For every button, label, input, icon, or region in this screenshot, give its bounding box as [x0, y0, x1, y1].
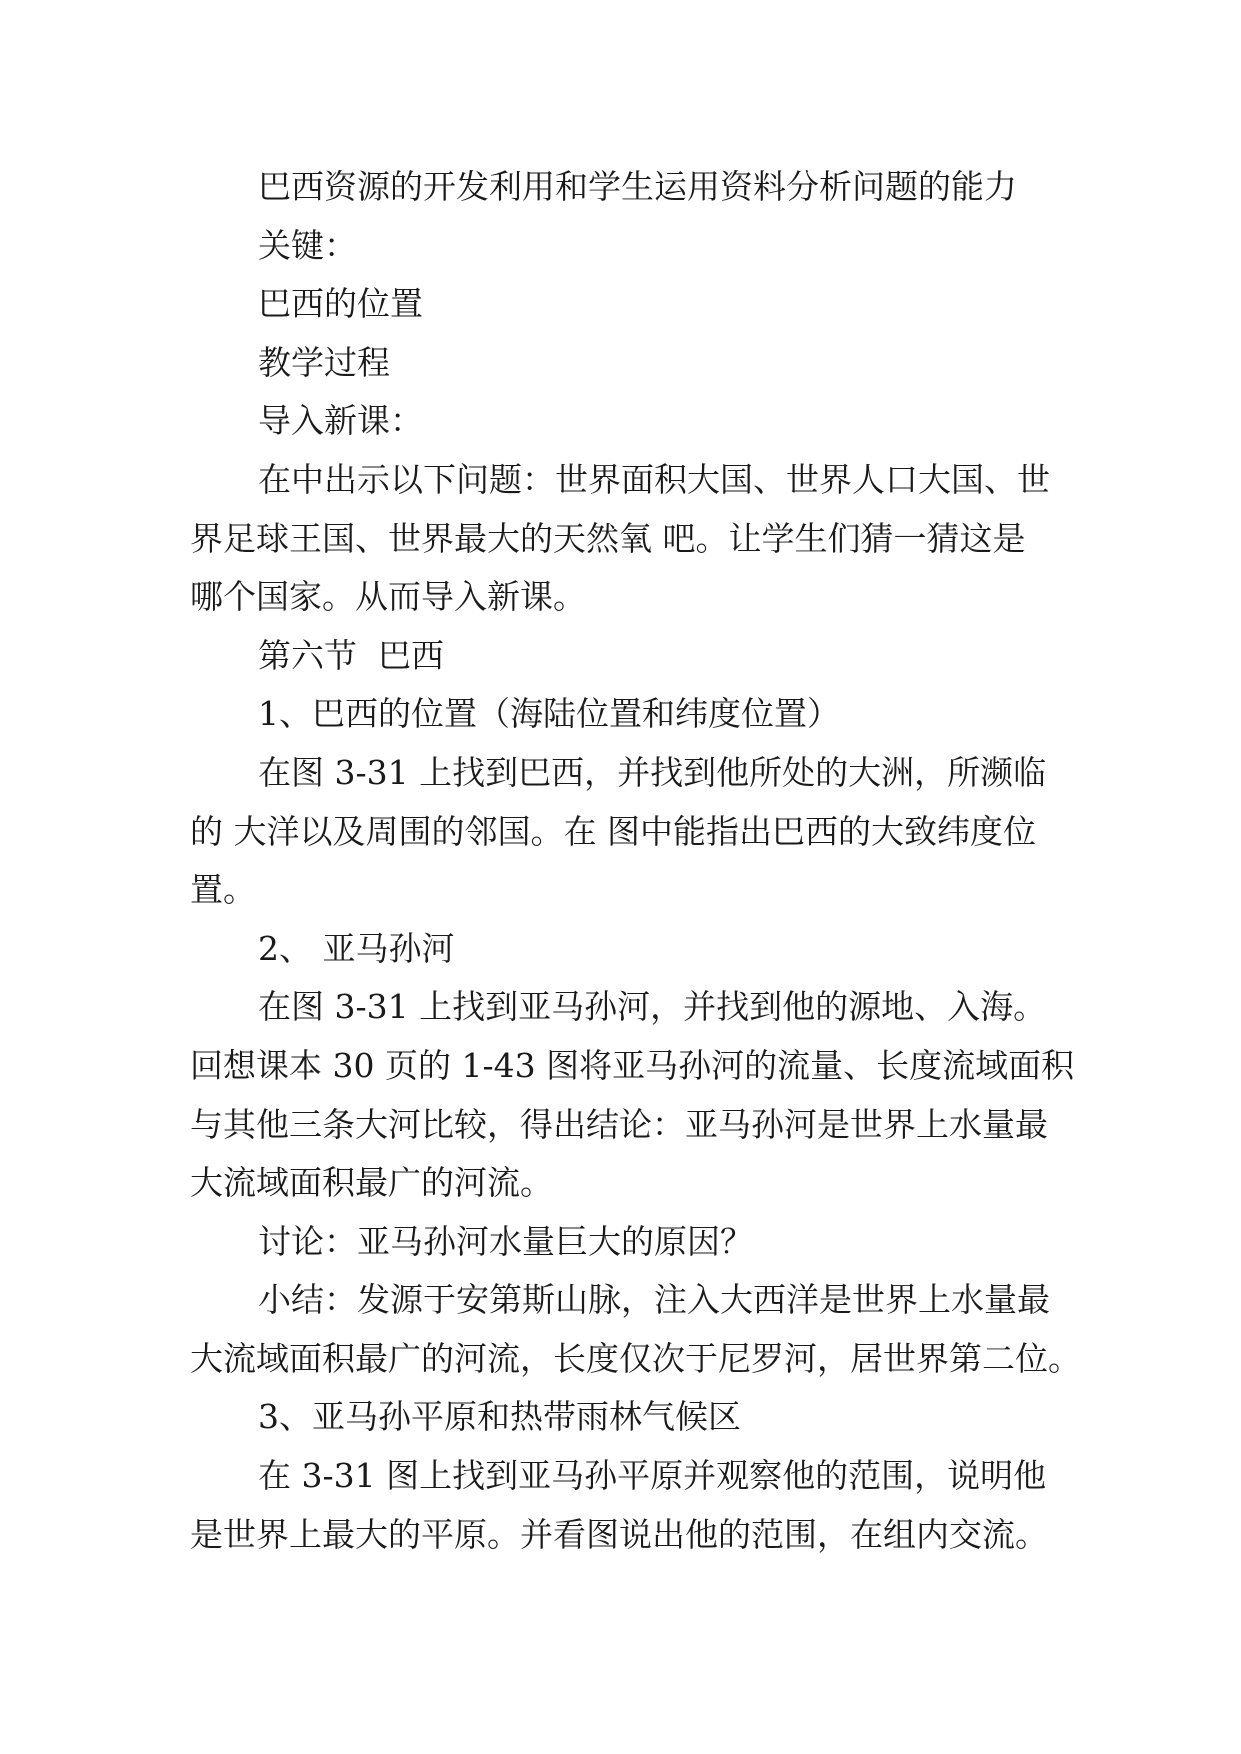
text-line: 回想课本 30 页的 1-43 图将亚马孙河的流量、长度流域面积: [190, 1045, 1075, 1085]
subsection-heading: 1、巴西的位置（海陆位置和纬度位置）: [258, 694, 840, 734]
text-line: 在图 3-31 上找到亚马孙河，并找到他的源地、入海。: [258, 987, 1047, 1027]
text-line: 置。: [190, 870, 256, 910]
section-label-key: 关键：: [258, 225, 357, 265]
subsection-heading: 3、亚马孙平原和热带雨林气候区: [258, 1397, 741, 1437]
text-line: 在中出示以下问题：世界面积大国、世界人口大国、世: [258, 459, 1050, 499]
section-heading-teaching-process: 教学过程: [258, 342, 390, 382]
text-line: 巴西资源的开发利用和学生运用资料分析问题的能力: [258, 167, 1017, 206]
text-line: 是世界上最大的平原。并看图说出他的范围，在组内交流。: [190, 1514, 1048, 1554]
text-line: 的 大洋以及周围的邻国。在 图中能指出巴西的大致纬度位: [190, 811, 1036, 851]
document-body: [190, 158, 1110, 1564]
text-line: 哪个国家。从而导入新课。: [190, 577, 586, 617]
text-line: 大流域面积最广的河流。: [190, 1163, 553, 1203]
text-line: 界足球王国、世界最大的天然氧 吧。让学生们猜一猜这是: [190, 518, 1026, 558]
text-line: 大流域面积最广的河流，长度仅次于尼罗河，居世界第二位。: [190, 1338, 1081, 1378]
discussion-line: 讨论：亚马孙河水量巨大的原因？: [258, 1221, 753, 1261]
section-label-intro: 导入新课：: [258, 401, 423, 441]
subsection-heading: 2、 亚马孙河: [258, 928, 455, 968]
section-heading: 第六节 巴西: [258, 635, 444, 675]
summary-line: 小结：发源于安第斯山脉，注入大西洋是世界上水量最: [258, 1280, 1050, 1320]
text-line: 在 3-31 图上找到亚马孙平原并观察他的范围，说明他: [258, 1456, 1047, 1496]
text-line: 与其他三条大河比较，得出结论：亚马孙河是世界上水量最: [190, 1104, 1048, 1144]
text-line: 在图 3-31 上找到巴西，并找到他所处的大洲，所濒临: [258, 752, 1047, 792]
text-line: 巴西的位置: [258, 284, 423, 324]
